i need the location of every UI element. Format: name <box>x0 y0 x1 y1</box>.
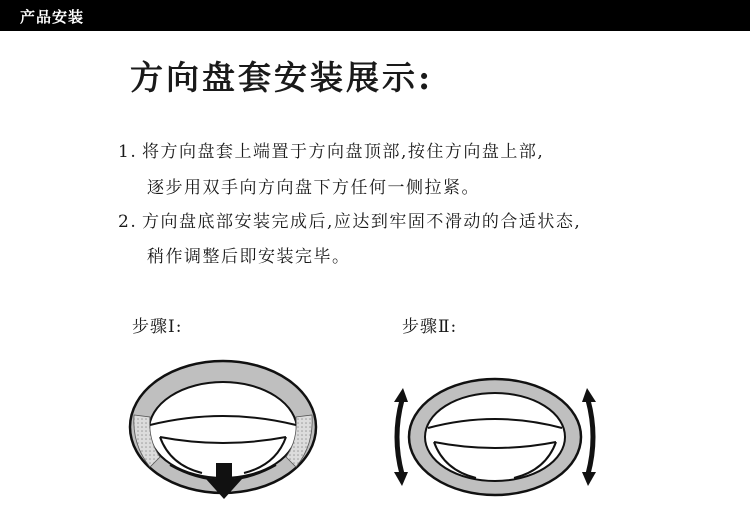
instruction-1-number: 1. <box>118 142 138 162</box>
steering-wheel-pull-down-icon <box>120 345 330 505</box>
instruction-1-text-2: 逐步用双手向方向盘下方任何一侧拉紧。 <box>147 178 480 198</box>
step-1-label: 步骤Ⅰ: <box>132 317 183 337</box>
steering-wheel-adjust-sides-icon <box>388 370 603 505</box>
header-bar <box>0 0 750 31</box>
instruction-2-line-1 <box>118 207 581 232</box>
instruction-1-line-1 <box>118 137 544 162</box>
instruction-1-text-1: 将方向盘套上端置于方向盘顶部,按住方向盘上部, <box>142 142 545 162</box>
header-title: 产品安装 <box>20 8 85 26</box>
instruction-2-text-1: 方向盘底部安装完成后,应达到牢固不滑动的合适状态, <box>142 212 582 232</box>
instruction-2-number: 2. <box>118 212 138 232</box>
page-title: 方向盘套安装展示: <box>130 58 434 97</box>
instruction-2-text-2: 稍作调整后即安装完毕。 <box>147 247 351 267</box>
step-2-label: 步骤Ⅱ: <box>402 317 458 337</box>
